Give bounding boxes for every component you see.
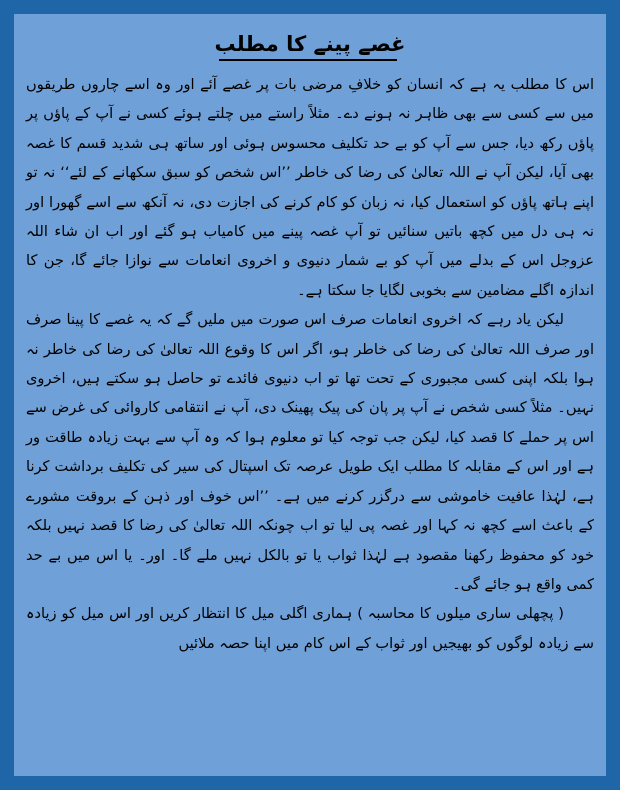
article-title: غصے پینے کا مطلب	[214, 32, 406, 56]
article-panel	[14, 14, 606, 776]
title-underline	[219, 59, 397, 61]
paragraph-3: ( پچھلی ساری میلوں کا محاسبہ ) ہماری اگلی میل کا انتظار کریں اور اس میل کو زیادہ سے زیادہ لوگوں کو بھیجیں اور ثواب کے اس کام میں اپنا حصہ ملائیں	[26, 605, 594, 652]
article-body	[26, 70, 594, 658]
paragraph-2: لیکن یاد رہے کہ اخروی انعامات صرف اس صورت میں ملیں گے کہ یہ غصے کا پینا صرف اور صرف اللہ تعالیٰ کی رضا کی خاطر ہو، اگر اس کا وقوع اللہ تعالیٰ کی رضا کی خاطر نہ ہوا بلکہ اپنی کسی مجبوری کے تحت تھا تو اب دنیوی فائدے تو حاصل ہو سکتے ہیں، اخروی نہیں۔ مثلاً کسی شخص نے آپ پر پان کی پیک پھینک دی، آپ نے انتقامی کاروائی کی غرض سے اس پر حملے کا قصد کیا، لیکن جب توجہ کیا تو معلوم ہوا کہ وہ آپ سے بہت زیادہ طاقت ور ہے اور اس کے مقابلہ کا مطلب ایک طویل عرصہ تک اسپتال کی سیر کی تکلیف برداشت کرنا ہے، لہٰذا عافیت خاموشی سے درگزر کرنے میں ہے۔ ’’اس خوف اور ذہن کے بروقت مشورے کے باعث اسے کچھ نہ کہا اور غصہ پی لیا تو اب چونکہ اللہ تعالیٰ کی رضا کا قصد نہیں بلکہ خود کو محفوظ رکھنا مقصود ہے لہٰذا ثواب یا تو بالکل نہیں ملے گا۔ اور۔ یا اس میں بے حد کمی واقع ہو جائے گی۔	[26, 311, 594, 593]
paragraph-1: اس کا مطلب یہ ہے کہ انسان کو خلافِ مرضی بات پر غصے آئے اور وہ اسے چاروں طریقوں میں سے کسی سے بھی ظاہر نہ ہونے دے۔ مثلاً راستے میں چلتے ہوئے کسی نے آپ کے پاؤں پر پاؤں رکھ دیا، جس سے آپ کو بے حد تکلیف محسوس ہوئی اور ساتھ ہی شدید قسم کا غصہ بھی آیا، لیکن آپ نے اللہ تعالیٰ کی رضا کی خاطر ’’اس شخص کو سبق سکھانے کے لئے‘‘ نہ تو اپنے ہاتھ پاؤں کو استعمال کیا، نہ زبان کو کام کرنے کی اجازت دی، نہ آنکھ سے اسے گھورا اور نہ ہی دل میں کچھ باتیں سنائیں تو آپ غصہ پینے میں کامیاب ہو گئے اور اب ان شاء اللہ عزوجل اس کے بدلے میں آپ کو بے شمار دنیوی و اخروی انعامات سے نوازا جائے گا، جن کا اندازہ اگلے مضامین سے بخوبی لگایا جا سکتا ہے۔	[26, 76, 594, 299]
